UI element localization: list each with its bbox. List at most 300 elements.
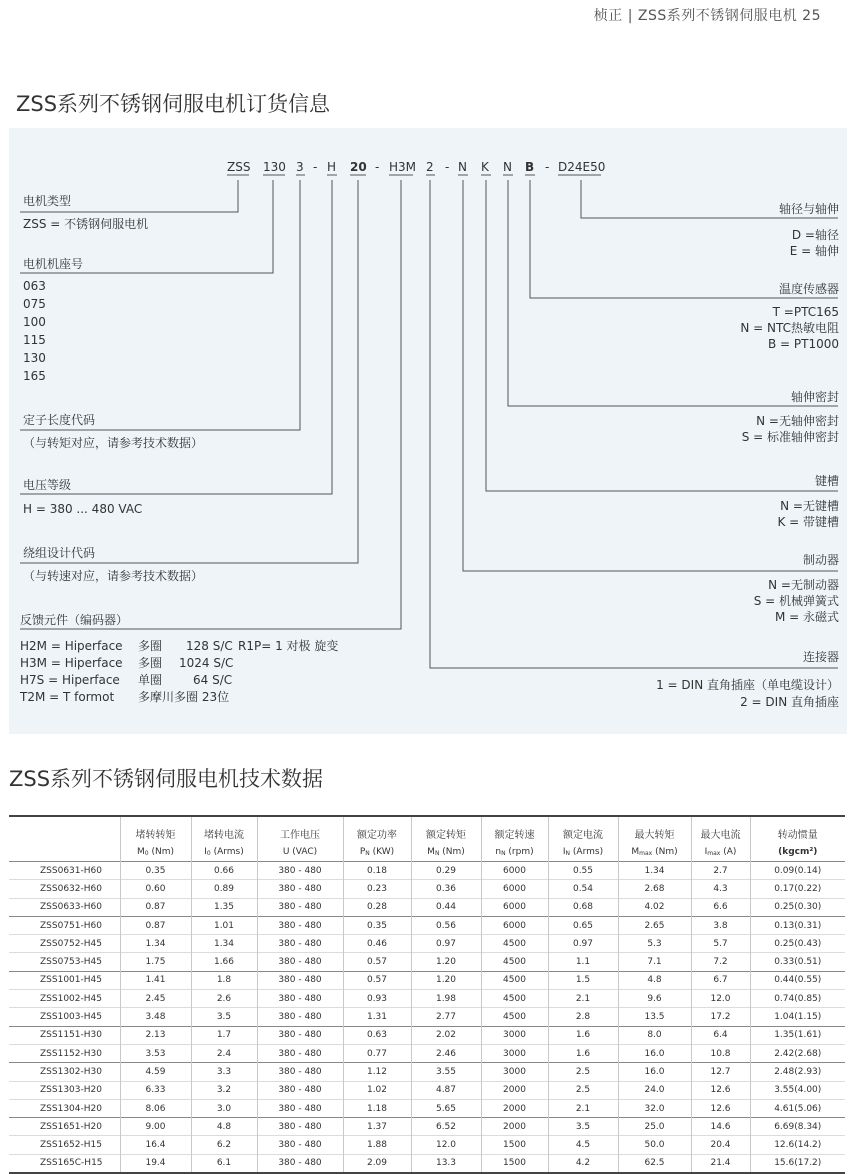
table-row: [9, 1008, 845, 1026]
table-cell: 6000: [481, 916, 548, 934]
table-cell: 1.35(1.61): [750, 1026, 845, 1044]
table-cell: 380 - 480: [257, 1063, 343, 1081]
table-cell: 0.29: [411, 862, 481, 880]
motor-type-value: ZSS = 不锈钢伺服电机: [23, 217, 149, 231]
ordering-title: ZSS系列不锈钢伺服电机订货信息: [16, 92, 331, 116]
table-cell: 6000: [481, 862, 548, 880]
table-cell: 1.1: [548, 953, 618, 971]
table-cell: 0.87: [120, 916, 191, 934]
table-cell: 6.1: [191, 1154, 257, 1173]
table-cell: 380 - 480: [257, 1008, 343, 1026]
code-dash: -: [445, 160, 450, 174]
encoder-type: 多摩川多圈 23位: [138, 690, 230, 704]
col-header: [9, 816, 120, 842]
frame-value: 075: [23, 297, 46, 311]
unit-text: (A): [720, 846, 737, 857]
model-cell: ZSS1151-H30: [40, 1030, 102, 1041]
code-seal: N: [503, 160, 512, 174]
table-cell: 1.34: [191, 935, 257, 953]
table-cell: 4500: [481, 971, 548, 989]
unit-text: (rpm): [505, 846, 534, 857]
table-row: [9, 1026, 845, 1044]
col-header: 额定电流: [548, 816, 618, 842]
table-row: [9, 1081, 845, 1099]
table-cell: 1.12: [343, 1063, 411, 1081]
table-cell: 12.7: [691, 1063, 750, 1081]
unit-symbol: U: [282, 846, 290, 857]
model-cell: ZSS0751-H60: [40, 920, 102, 931]
table-row: [9, 916, 845, 934]
model-cell: ZSS1002-H45: [40, 993, 102, 1004]
shaft-value: D =轴径: [791, 228, 839, 242]
unit-subscript: max: [639, 849, 653, 857]
table-cell: 2.5: [548, 1081, 618, 1099]
table-cell: 380 - 480: [257, 1099, 343, 1117]
col-unit: [191, 842, 257, 862]
table-cell: 0.55: [548, 862, 618, 880]
tech-data-table: [9, 815, 845, 1174]
table-cell: 0.77: [343, 1044, 411, 1062]
code-voltage: H: [327, 160, 337, 174]
table-cell: 15.6(17.2): [750, 1154, 845, 1173]
table-cell: 1.01: [191, 916, 257, 934]
voltage-value: H = 380 ... 480 VAC: [23, 502, 143, 516]
table-cell: 4.87: [411, 1081, 481, 1099]
table-cell: 3000: [481, 1063, 548, 1081]
table-cell: 4500: [481, 990, 548, 1008]
unit-symbol: M: [427, 846, 435, 857]
table-cell: 7.2: [691, 953, 750, 971]
unit-text: (Nm): [148, 846, 174, 857]
table-cell: 1.34: [618, 862, 691, 880]
connector-value: 2 = DIN 直角插座: [740, 695, 839, 709]
unit-text: (Nm): [652, 846, 678, 857]
table-cell: 3000: [481, 1026, 548, 1044]
stator-label: 定子长度代码: [23, 413, 96, 427]
table-cell: 0.35: [343, 916, 411, 934]
table-cell: 0.33(0.51): [750, 953, 845, 971]
table-cell: 0.97: [411, 935, 481, 953]
col-header: 堵转电流: [191, 816, 257, 842]
table-cell: 2.65: [618, 916, 691, 934]
table-cell: 0.44: [411, 898, 481, 916]
table-cell: 380 - 480: [257, 1044, 343, 1062]
col-unit: [257, 842, 343, 862]
table-cell: 380 - 480: [257, 1154, 343, 1173]
table-cell: 12.6(14.2): [750, 1136, 845, 1154]
col-unit: [343, 842, 411, 862]
table-cell: 6.2: [191, 1136, 257, 1154]
seal-value: S = 标准轴伸密封: [741, 430, 839, 444]
table-cell: 1.5: [548, 971, 618, 989]
table-cell: 0.25(0.43): [750, 935, 845, 953]
unit-symbol: I: [562, 846, 566, 857]
table-cell: 8.0: [618, 1026, 691, 1044]
unit-symbol: I: [204, 846, 207, 857]
table-cell: 1.20: [411, 953, 481, 971]
table-cell: 3.3: [191, 1063, 257, 1081]
table-cell: 380 - 480: [257, 971, 343, 989]
table-cell: 380 - 480: [257, 916, 343, 934]
table-cell: 2.4: [191, 1044, 257, 1062]
table-cell: 3.55(4.00): [750, 1081, 845, 1099]
temp-value: T =PTC165: [772, 305, 839, 319]
motor-type-label: 电机类型: [23, 194, 72, 208]
table-cell: 5.3: [618, 935, 691, 953]
table-cell: 12.0: [411, 1136, 481, 1154]
table-cell: 13.5: [618, 1008, 691, 1026]
table-cell: 24.0: [618, 1081, 691, 1099]
unit-subscript: N: [501, 849, 506, 857]
table-cell: 2.77: [411, 1008, 481, 1026]
table-cell: 2000: [481, 1081, 548, 1099]
table-cell: 6.33: [120, 1081, 191, 1099]
table-cell: 2000: [481, 1099, 548, 1117]
table-cell: 1.98: [411, 990, 481, 1008]
encoder-code: H3M = Hiperface: [20, 656, 123, 670]
encoder-code: H7S = Hiperface: [20, 673, 120, 687]
brake-label: 制动器: [802, 553, 839, 567]
table-cell: 16.0: [618, 1044, 691, 1062]
table-cell: 4.8: [191, 1118, 257, 1136]
table-cell: 0.28: [343, 898, 411, 916]
table-cell: 4.3: [691, 880, 750, 898]
table-cell: 0.35: [120, 862, 191, 880]
table-cell: 2.1: [548, 1099, 618, 1117]
unit-text: (VAC): [289, 846, 318, 857]
table-cell: 3.55: [411, 1063, 481, 1081]
table-cell: 16.4: [120, 1136, 191, 1154]
key-value: N =无键槽: [780, 499, 839, 513]
unit-text: (Arms): [570, 846, 604, 857]
table-row: [9, 1044, 845, 1062]
seal-label: 轴伸密封: [790, 390, 839, 404]
table-cell: 4.61(5.06): [750, 1099, 845, 1117]
connector-value: 1 = DIN 直角插座（单电缆设计）: [656, 678, 839, 692]
table-row: [9, 1118, 845, 1136]
unit-subscript: N: [365, 849, 370, 857]
col-header: 最大转矩: [618, 816, 691, 842]
model-cell: ZSS1304-H20: [40, 1103, 102, 1114]
table-cell: 2.68: [618, 880, 691, 898]
table-cell: 4500: [481, 953, 548, 971]
table-row: [9, 990, 845, 1008]
table-cell: 0.60: [120, 880, 191, 898]
encoder-code: T2M = T formot: [20, 690, 115, 704]
table-cell: 380 - 480: [257, 898, 343, 916]
table-cell: 3.53: [120, 1044, 191, 1062]
table-cell: 1.75: [120, 953, 191, 971]
table-cell: 1500: [481, 1136, 548, 1154]
code-brake: N: [458, 160, 467, 174]
voltage-label: 电压等级: [23, 478, 72, 492]
table-cell: 3.8: [691, 916, 750, 934]
table-cell: 14.6: [691, 1118, 750, 1136]
table-cell: 3.48: [120, 1008, 191, 1026]
model-cell: ZSS0632-H60: [40, 883, 102, 894]
table-cell: 0.74(0.85): [750, 990, 845, 1008]
table-cell: 62.5: [618, 1154, 691, 1173]
model-cell: ZSS1001-H45: [40, 975, 102, 986]
table-cell: 380 - 480: [257, 862, 343, 880]
code-dash: -: [545, 160, 550, 174]
table-cell: 3.5: [548, 1118, 618, 1136]
connector-label: 连接器: [802, 650, 839, 664]
table-cell: 4.5: [548, 1136, 618, 1154]
winding-note: （与转速对应，请参考技术数据）: [23, 569, 204, 583]
table-cell: 6.4: [691, 1026, 750, 1044]
frame-value: 115: [23, 333, 46, 347]
code-zss: ZSS: [227, 160, 251, 174]
table-cell: 2.5: [548, 1063, 618, 1081]
table-cell: 2.6: [191, 990, 257, 1008]
shaft-value: E = 轴伸: [789, 244, 839, 258]
table-cell: 380 - 480: [257, 990, 343, 1008]
table-cell: 380 - 480: [257, 1136, 343, 1154]
col-unit: [9, 842, 120, 862]
frame-value: 063: [23, 279, 46, 293]
table-cell: 1.41: [120, 971, 191, 989]
table-cell: 3.5: [191, 1008, 257, 1026]
table-cell: 2.46: [411, 1044, 481, 1062]
code-stator: 3: [296, 160, 304, 174]
table-row: [9, 1154, 845, 1173]
code-shaft: D24E50: [558, 160, 606, 174]
code-frame: 130: [263, 160, 286, 174]
table-cell: 6.52: [411, 1118, 481, 1136]
table-cell: 2.7: [691, 862, 750, 880]
table-cell: 1.18: [343, 1099, 411, 1117]
table-cell: 0.36: [411, 880, 481, 898]
table-cell: 32.0: [618, 1099, 691, 1117]
model-cell: ZSS0631-H60: [40, 865, 102, 876]
unit-text: (Nm): [439, 846, 465, 857]
table-row: [9, 880, 845, 898]
model-cell: ZSS0633-H60: [40, 902, 102, 913]
unit-symbol: M: [137, 846, 145, 857]
code-dash: -: [375, 160, 380, 174]
table-cell: 0.17(0.22): [750, 880, 845, 898]
table-cell: 3.2: [191, 1081, 257, 1099]
table-cell: 0.87: [120, 898, 191, 916]
table-cell: 4.2: [548, 1154, 618, 1173]
table-cell: 2.02: [411, 1026, 481, 1044]
col-unit: [618, 842, 691, 862]
encoder-code: H2M = Hiperface: [20, 639, 123, 653]
table-cell: 0.57: [343, 971, 411, 989]
table-cell: 380 - 480: [257, 953, 343, 971]
col-unit: [750, 842, 845, 862]
table-cell: 0.89: [191, 880, 257, 898]
table-cell: 17.2: [691, 1008, 750, 1026]
table-cell: 0.68: [548, 898, 618, 916]
frame-value: 130: [23, 351, 46, 365]
table-cell: 50.0: [618, 1136, 691, 1154]
table-cell: 3000: [481, 1044, 548, 1062]
table-cell: 1.37: [343, 1118, 411, 1136]
unit-symbol: n: [495, 846, 502, 857]
code-connector: 2: [426, 160, 434, 174]
page-header: 桢正 | ZSS系列不锈钢伺服电机 25: [593, 8, 821, 24]
unit-subscript: 0: [206, 849, 211, 857]
model-cell: ZSS1651-H20: [40, 1121, 102, 1132]
encoder-extra: R1P= 1 对极 旋变: [238, 639, 339, 653]
model-cell: ZSS165C-H15: [40, 1158, 103, 1169]
unit-subscript: 0: [144, 849, 149, 857]
table-cell: 1.7: [191, 1026, 257, 1044]
code-temp: B: [525, 160, 535, 174]
col-header: 额定转矩: [411, 816, 481, 842]
code-key: K: [481, 160, 489, 174]
table-cell: 0.54: [548, 880, 618, 898]
table-row: [9, 971, 845, 989]
table-cell: 0.44(0.55): [750, 971, 845, 989]
winding-label: 绕组设计代码: [23, 546, 96, 560]
table-row: [9, 862, 845, 880]
table-cell: 380 - 480: [257, 880, 343, 898]
code-feedback: H3M: [389, 160, 417, 174]
model-cell: ZSS1302-H30: [40, 1066, 102, 1077]
temp-label: 温度传感器: [778, 282, 839, 296]
key-label: 键槽: [814, 474, 839, 488]
table-cell: 0.65: [548, 916, 618, 934]
table-cell: 1.02: [343, 1081, 411, 1099]
table-cell: 6.6: [691, 898, 750, 916]
table-row: [9, 1099, 845, 1117]
table-cell: 12.6: [691, 1099, 750, 1117]
table-cell: 4.02: [618, 898, 691, 916]
table-cell: 6.7: [691, 971, 750, 989]
unit-symbol: M: [631, 846, 640, 857]
table-cell: 2.48(2.93): [750, 1063, 845, 1081]
temp-value: B = PT1000: [767, 337, 839, 351]
unit-subscript: N: [565, 849, 571, 857]
col-unit: [120, 842, 191, 862]
model-cell: ZSS0752-H45: [40, 938, 102, 949]
model-cell: ZSS1152-H30: [40, 1048, 102, 1059]
tech-title: ZSS系列不锈钢伺服电机技术数据: [9, 767, 324, 791]
table-row: [9, 898, 845, 916]
table-cell: 1.8: [191, 971, 257, 989]
table-cell: 0.57: [343, 953, 411, 971]
frame-value: 165: [23, 369, 46, 383]
col-header: 额定转速: [481, 816, 548, 842]
table-cell: 19.4: [120, 1154, 191, 1173]
col-header: 堵转转矩: [120, 816, 191, 842]
line-feedback: [20, 180, 401, 629]
table-cell: 2.13: [120, 1026, 191, 1044]
col-unit: [481, 842, 548, 862]
table-cell: 380 - 480: [257, 1081, 343, 1099]
table-row: [9, 953, 845, 971]
table-cell: 2.09: [343, 1154, 411, 1173]
brake-value: N =无制动器: [768, 578, 839, 592]
table-cell: 0.66: [191, 862, 257, 880]
table-cell: 380 - 480: [257, 935, 343, 953]
table-row: [9, 935, 845, 953]
table-cell: 8.06: [120, 1099, 191, 1117]
table-cell: 5.65: [411, 1099, 481, 1117]
table-cell: 1.6: [548, 1044, 618, 1062]
table-cell: 1.20: [411, 971, 481, 989]
code-winding: 20: [350, 160, 367, 174]
col-unit: [691, 842, 750, 862]
table-cell: 5.7: [691, 935, 750, 953]
table-cell: 12.6: [691, 1081, 750, 1099]
model-cell: ZSS1652-H15: [40, 1140, 102, 1151]
table-cell: 6.69(8.34): [750, 1118, 845, 1136]
table-cell: 1.6: [548, 1026, 618, 1044]
table-cell: 12.0: [691, 990, 750, 1008]
brake-value: M = 永磁式: [774, 610, 839, 624]
col-unit: [548, 842, 618, 862]
encoder-res: 1024 S/C: [179, 656, 234, 670]
table-cell: 1.34: [120, 935, 191, 953]
table-cell: 1.88: [343, 1136, 411, 1154]
ordering-panel: [9, 128, 847, 734]
table-cell: 1.31: [343, 1008, 411, 1026]
table-cell: 0.25(0.30): [750, 898, 845, 916]
code-dash: -: [313, 160, 318, 174]
table-cell: 4.8: [618, 971, 691, 989]
table-cell: 1.35: [191, 898, 257, 916]
encoder-type: 多圈: [138, 656, 163, 670]
table-cell: 380 - 480: [257, 1026, 343, 1044]
col-header: 额定功率: [343, 816, 411, 842]
table-cell: 2.1: [548, 990, 618, 1008]
shaft-label: 轴径与轴伸: [778, 202, 839, 216]
model-cell: ZSS1003-H45: [40, 1012, 102, 1023]
frame-label: 电机机座号: [23, 257, 84, 271]
temp-value: N = NTC热敏电阻: [740, 321, 839, 335]
table-cell: 7.1: [618, 953, 691, 971]
unit-symbol: I: [704, 846, 708, 857]
table-cell: 3.0: [191, 1099, 257, 1117]
table-cell: 10.8: [691, 1044, 750, 1062]
table-cell: 4500: [481, 935, 548, 953]
table-cell: 2.8: [548, 1008, 618, 1026]
col-unit: [411, 842, 481, 862]
table-cell: 2000: [481, 1118, 548, 1136]
table-cell: 4500: [481, 1008, 548, 1026]
key-value: K = 带键槽: [777, 515, 839, 529]
feedback-label: 反馈元件（编码器）: [20, 613, 129, 627]
encoder-res: 128 S/C: [186, 639, 233, 653]
encoder-type: 多圈: [138, 639, 163, 653]
table-cell: 9.00: [120, 1118, 191, 1136]
col-header: 转动惯量: [750, 816, 845, 842]
unit-subscript: max: [707, 849, 721, 857]
table-cell: 20.4: [691, 1136, 750, 1154]
table-cell: 1500: [481, 1154, 548, 1173]
encoder-type: 单圈: [138, 673, 163, 687]
encoder-res: 64 S/C: [193, 673, 233, 687]
table-cell: 16.0: [618, 1063, 691, 1081]
table-cell: 2.42(2.68): [750, 1044, 845, 1062]
table-cell: 4.59: [120, 1063, 191, 1081]
table-cell: 380 - 480: [257, 1118, 343, 1136]
unit-text: (KW): [369, 846, 395, 857]
unit-symbol: (kgcm²): [778, 846, 818, 857]
stator-note: （与转矩对应，请参考技术数据）: [23, 436, 204, 450]
table-cell: 0.18: [343, 862, 411, 880]
table-row: [9, 1063, 845, 1081]
unit-subscript: N: [434, 849, 440, 857]
frame-value: 100: [23, 315, 46, 329]
table-cell: 0.23: [343, 880, 411, 898]
model-cell: ZSS1303-H20: [40, 1085, 102, 1096]
table-cell: 0.63: [343, 1026, 411, 1044]
